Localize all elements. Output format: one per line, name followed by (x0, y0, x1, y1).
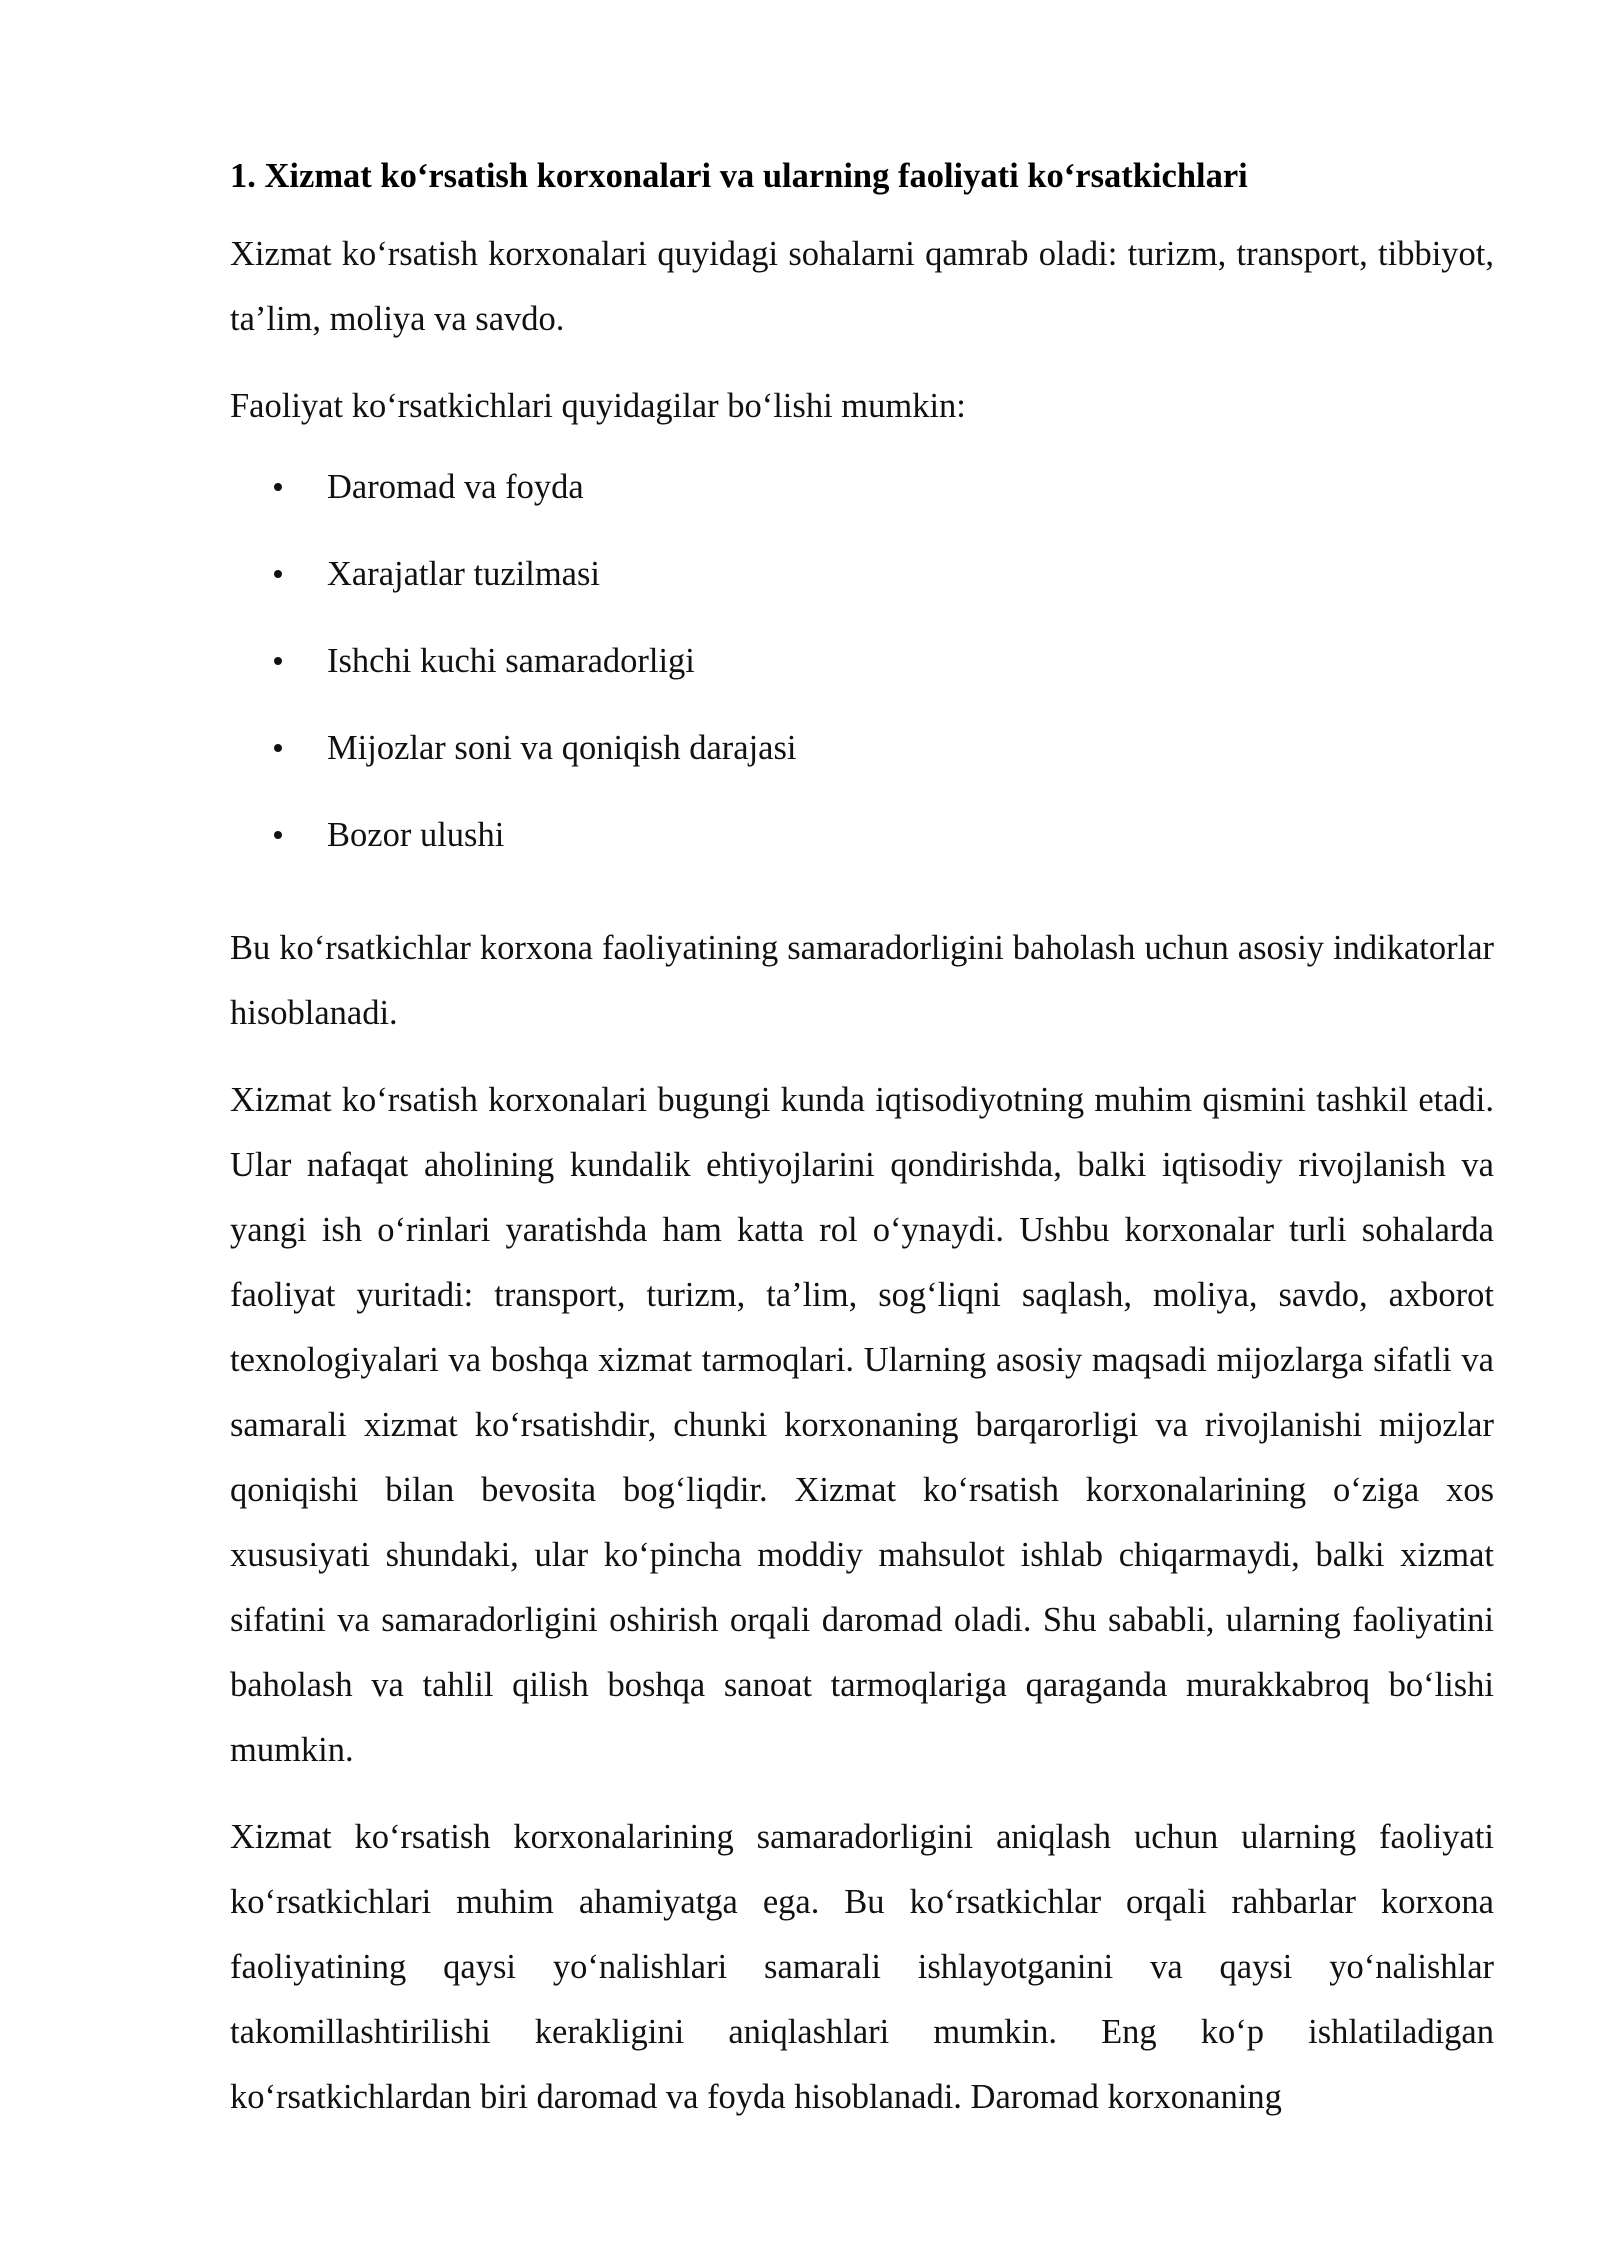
bullet-icon (274, 657, 282, 665)
list-item-label: Daromad va foyda (327, 468, 584, 506)
bullet-icon (274, 483, 282, 491)
list-item-label: Ishchi kuchi samaradorligi (327, 642, 695, 680)
list-item-label: Mijozlar soni va qoniqish darajasi (327, 729, 797, 767)
paragraph-service-enterprises: Xizmat ko‘rsatish korxonalari bugungi kunda iqtisodiyotning muhim qismini tashkil etadi. Ular nafaqat aholining kundalik ehtiyojlarini qondirishda, balki iqtisodiy rivojlanish va yangi ish o‘rinlari yaratishda ham katta rol o‘ynaydi. Ushbu korxonalar turli sohalarda faoliyat yuritadi: transport, turizm, ta’lim, sog‘liqni saqlash, moliya, savdo, axborot texnologiyalari va boshqa xizmat tarmoqlari. Ularning asosiy maqsadi mijozlarga sifatli va samarali xizmat ko‘rsatishdir, chunki korxonaning barqarorligi va rivojlanishi mijozlar qoniqishi bilan bevosita bog‘liqdir. Xizmat ko‘rsatish korxonalarining o‘ziga xos xususiyati shundaki, ular ko‘pincha moddiy mahsulot ishlab chiqarmaydi, balki xizmat sifatini va samaradorligini oshirish orqali daromad oladi. Shu sababli, ularning faoliyatini baholash va tahlil qilish boshqa sanoat tarmoqlariga qaraganda murakkabroq bo‘lishi mumkin. (230, 1081, 1494, 1769)
list-item (230, 461, 1494, 548)
section-heading: 1. Xizmat ko‘rsatish korxonalari va ularning faoliyati ko‘rsatkichlari (230, 157, 1248, 195)
document-body (230, 150, 1494, 2130)
bullet-icon (274, 831, 282, 839)
paragraph-sectors: Xizmat ko‘rsatish korxonalari quyidagi sohalarni qamrab oladi: turizm, transport, tibbiyot, ta’lim, moliya va savdo. (230, 235, 1494, 338)
list-item (230, 635, 1494, 722)
list-item (230, 548, 1494, 635)
bullet-icon (274, 744, 282, 752)
list-item (230, 809, 1494, 896)
paragraph-efficiency: Xizmat ko‘rsatish korxonalarining samaradorligini aniqlash uchun ularning faoliyati ko‘rsatkichlari muhim ahamiyatga ega. Bu ko‘rsatkichlar orqali rahbarlar korxona faoliyatining qaysi yo‘nalishlari samarali ishlayotganini va qaysi yo‘nalishlar takomillashtirilishi kerakligini aniqlashlari mumkin. Eng ko‘p ishlatiladigan ko‘rsatkichlardan biri daromad va foyda hisoblanadi. Daromad korxonaning (230, 1818, 1494, 2116)
paragraph-indicators-intro: Faoliyat ko‘rsatkichlari quyidagilar bo‘lishi mumkin: (230, 387, 966, 425)
indicators-list (230, 461, 1494, 896)
paragraph-indicators-summary: Bu ko‘rsatkichlar korxona faoliyatining samaradorligini baholash uchun asosiy indikatorlar hisoblanadi. (230, 929, 1494, 1032)
list-item-label: Xarajatlar tuzilmasi (327, 555, 601, 593)
list-item-label: Bozor ulushi (327, 816, 505, 854)
list-item (230, 722, 1494, 809)
bullet-icon (274, 570, 282, 578)
